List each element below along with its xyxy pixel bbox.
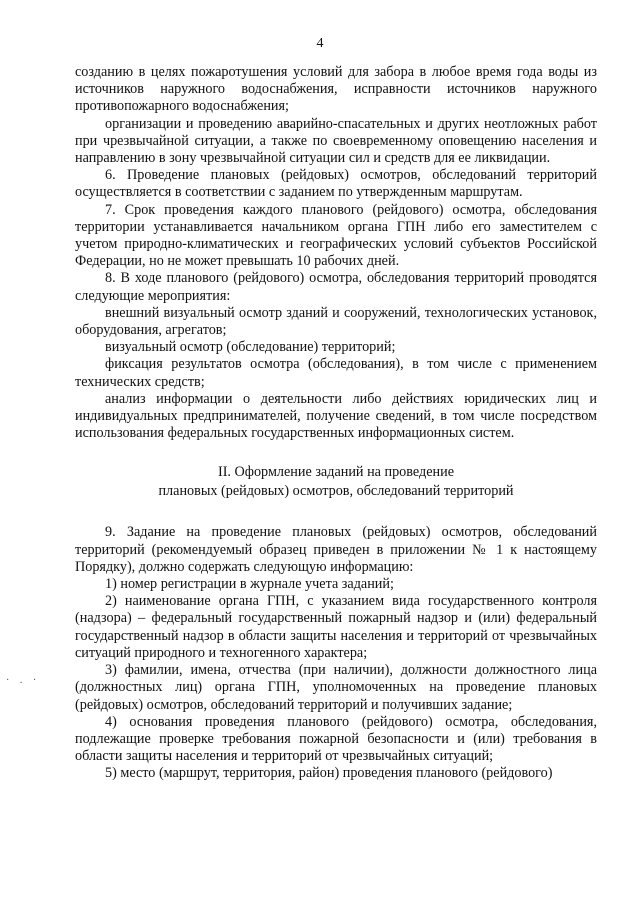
paragraph: 2) наименование органа ГПН, с указанием вида государственного контроля (надзора) – федеральный государственный пожарный надзор и (или) федеральный государственный надзор в области защиты населения и территорий от чрезвычайных ситуаций природного и техногенного характера; — [75, 593, 597, 661]
scan-artifact-dots: · . · — [6, 675, 41, 686]
paragraph: организации и проведению аварийно-спасательных и других неотложных работ при чрезвычайной ситуации, а также по своевременному оповещению населения и направлению в зону чрезвычайной ситуации сил и средств для ее ликвидации. — [75, 115, 597, 167]
page-number: 4 — [316, 36, 324, 51]
section-heading — [75, 463, 597, 501]
paragraph: 8. В ходе планового (рейдового) осмотра, обследования территорий проводятся следующие мероприятия: — [75, 270, 597, 304]
paragraph: внешний визуальный осмотр зданий и сооружений, технологических установок, оборудования, агрегатов; — [75, 304, 597, 339]
section-heading-line: плановых (рейдовых) осмотров, обследований территорий — [158, 483, 514, 500]
paragraph: 6. Проведение плановых (рейдовых) осмотров, обследований территорий осуществляется в соответствии с заданием по утвержденным маршрутам. — [75, 167, 597, 201]
section-heading-line: II. Оформление заданий на проведение — [217, 464, 455, 481]
paragraph: 4) основания проведения планового (рейдового) осмотра, обследования, подлежащие проверке требования пожарной безопасности и (или) требования в области защиты населения и территорий от чрезвычайных ситуаций; — [75, 713, 597, 765]
paragraph: 5) место (маршрут, территория, район) проведения планового (рейдового) — [105, 765, 553, 782]
paragraph: 9. Задание на проведение плановых (рейдовых) осмотров, обследований территорий (рекомендуемый образец приведен в приложении № 1 к настоящему Порядку), должно содержать следующую информацию: — [75, 524, 597, 575]
paragraph: визуальный осмотр (обследование) территорий; — [105, 339, 396, 356]
paragraph: анализ информации о деятельности либо действиях юридических лиц и индивидуальных предпринимателей, получение сведений, в том числе посредством использования федеральных государственных информационных систем. — [75, 390, 597, 442]
document-body — [75, 64, 597, 783]
paragraph: 7. Срок проведения каждого планового (рейдового) осмотра, обследования территории устанавливается начальником органа ГПН либо его заместителем с учетом природно-климатических и географических условий субъектов Российской Федерации, но не может превышать 10 рабочих дней. — [75, 201, 597, 270]
paragraph: 3) фамилии, имена, отчества (при наличии), должности должностного лица (должностных лиц) органа ГПН, уполномоченных на проведение плановых (рейдовых) осмотров, обследований территорий и получивших задание; — [75, 662, 597, 713]
paragraph: 1) номер регистрации в журнале учета заданий; — [105, 576, 394, 593]
paragraph: созданию в целях пожаротушения условий для забора в любое время года воды из источников наружного водоснабжения, исправности источников наружного противопожарного водоснабжения; — [75, 64, 597, 115]
paragraph: фиксация результатов осмотра (обследования), в том числе с применением технических средств; — [75, 356, 597, 390]
